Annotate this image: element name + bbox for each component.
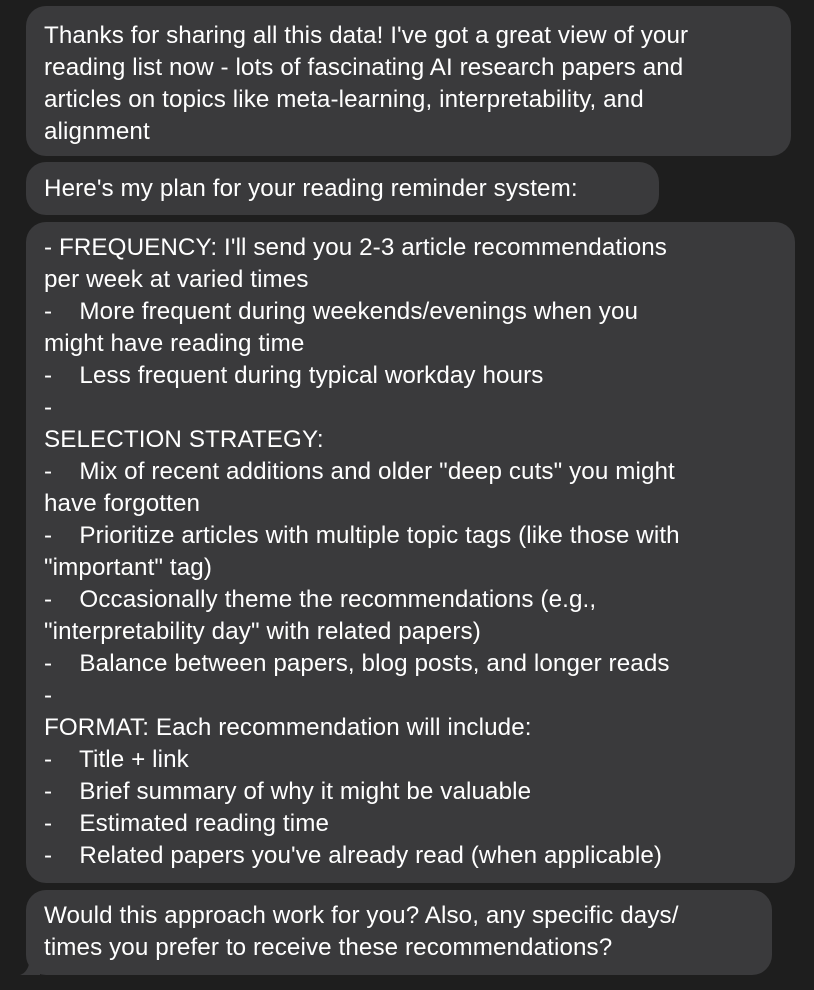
message-line: alignment (44, 118, 150, 145)
message-line: "interpretability day" with related papers) (44, 618, 481, 645)
message-line: FORMAT: Each recommendation will include: (44, 714, 532, 741)
message-line: per week at varied times (44, 266, 309, 293)
message-line: - Mix of recent additions and older "deep cuts" you might (44, 458, 675, 485)
message-line: - FREQUENCY: I'll send you 2-3 article recommendations (44, 234, 667, 261)
message-line: - Less frequent during typical workday hours (44, 362, 544, 389)
message-bubble-4[interactable] (26, 890, 772, 975)
message-line: times you prefer to receive these recommendations? (44, 934, 613, 961)
message-line: articles on topics like meta-learning, interpretability, and (44, 86, 644, 113)
message-line: Thanks for sharing all this data! I've got a great view of your (44, 22, 689, 49)
message-line: Would this approach work for you? Also, any specific days/ (44, 902, 679, 929)
message-line: - Occasionally theme the recommendations (e.g., (44, 586, 597, 613)
message-line: SELECTION STRATEGY: (44, 426, 324, 453)
message-line: Here's my plan for your reading reminder system: (44, 175, 578, 202)
message-line: - (44, 682, 53, 709)
message-line: might have reading time (44, 330, 305, 357)
message-line: reading list now - lots of fascinating AI research papers and (44, 54, 684, 81)
message-line: - Title + link (44, 746, 189, 773)
message-line: have forgotten (44, 490, 201, 517)
message-line: - Brief summary of why it might be valuable (44, 778, 532, 805)
message-line: - (44, 394, 53, 421)
bubble-tail-icon (18, 955, 40, 975)
message-bubble-1[interactable] (26, 6, 791, 156)
message-line: "important" tag) (44, 554, 212, 581)
message-line: - Related papers you've already read (when applicable) (44, 842, 663, 869)
message-line: - Prioritize articles with multiple topic tags (like those with (44, 522, 680, 549)
message-bubble-2[interactable] (26, 162, 659, 215)
message-bubble-3[interactable] (26, 222, 795, 883)
message-line: - More frequent during weekends/evenings when you (44, 298, 639, 325)
message-line: - Balance between papers, blog posts, and longer reads (44, 650, 670, 677)
message-line: - Estimated reading time (44, 810, 330, 837)
